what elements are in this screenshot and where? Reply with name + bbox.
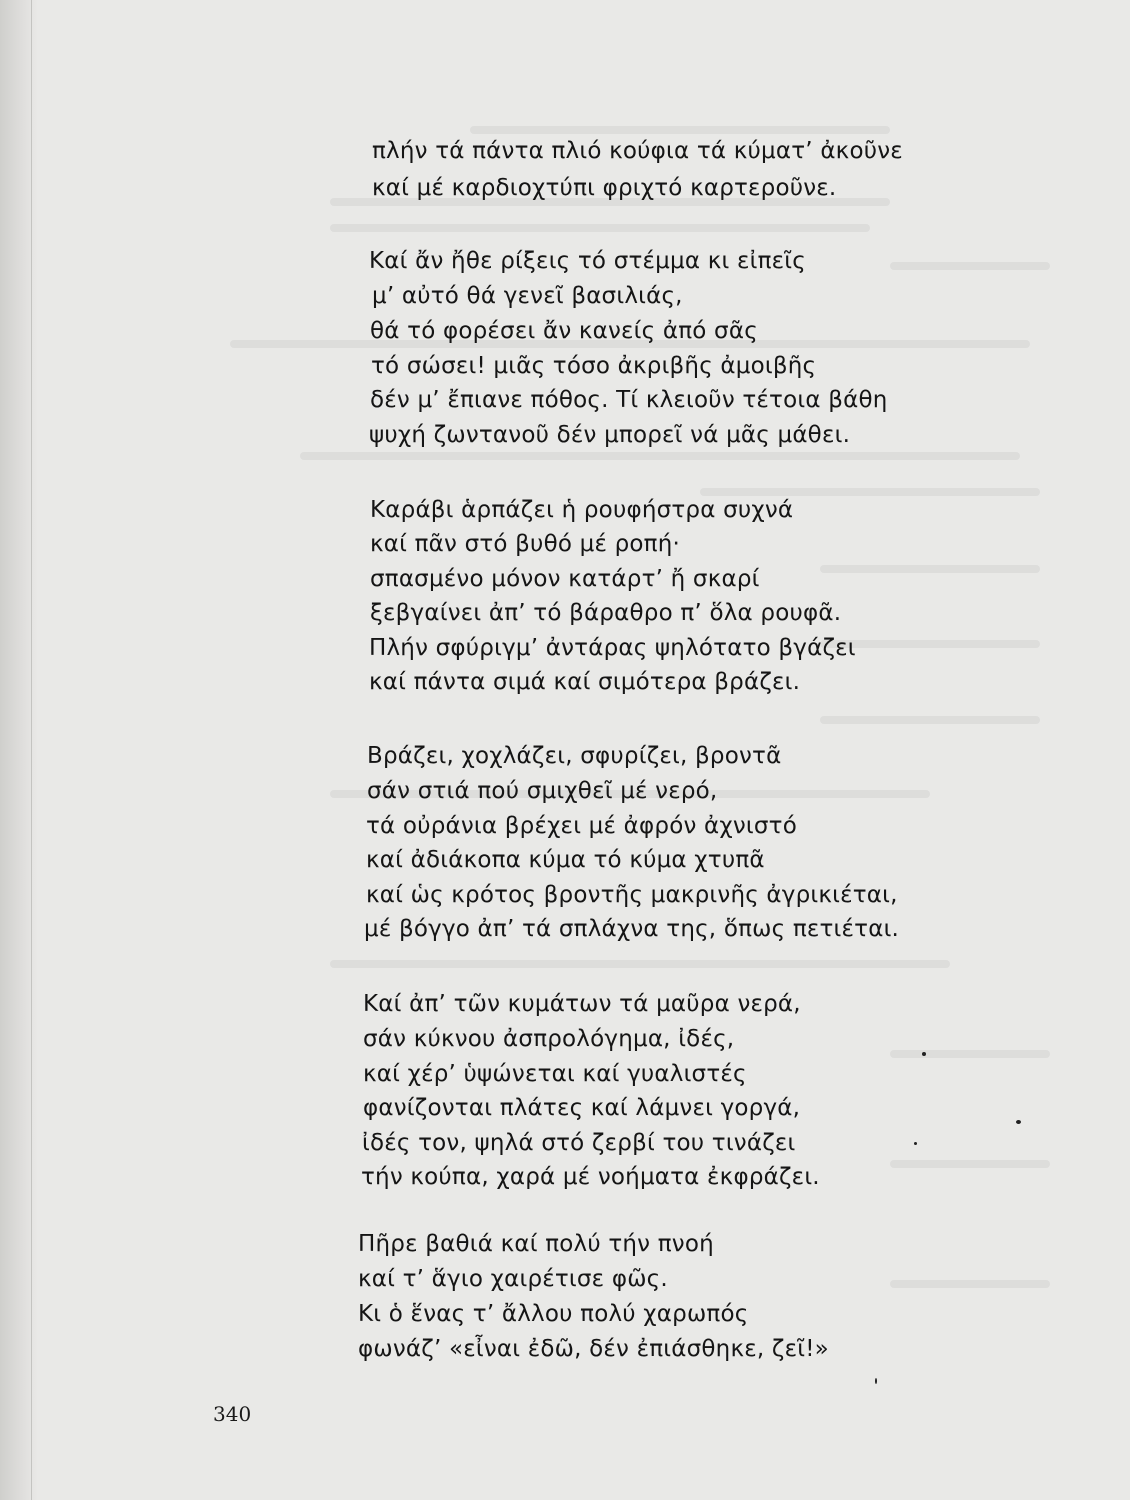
poem-line: ἰδές τον, ψηλά στό ζερβί του τινάζει [362, 1130, 796, 1156]
poem-line: τά οὐράνια βρέχει μέ ἀφρόν ἀχνιστό [366, 813, 797, 839]
ink-speck [1016, 1120, 1021, 1124]
ink-speck [875, 1378, 877, 1384]
poem-line: φωνάζ’ «εἶναι ἐδῶ, δέν ἐπιάσθηκε, ζεῖ!» [358, 1336, 829, 1362]
ink-speck [922, 1052, 926, 1056]
poem-line: σπασμένο μόνον κατάρτ’ ἤ σκαρί [370, 566, 760, 592]
poem-line: τήν κούπα, χαρά μέ νοήματα ἐκφράζει. [361, 1164, 820, 1190]
poem-line: καί τ’ ἅγιο χαιρέτισε φῶς. [358, 1266, 668, 1292]
poem-line: τό σώσει! μιᾶς τόσο ἀκριβῆς ἀμοιβῆς [371, 353, 817, 379]
poem-line: καί ἀδιάκοπα κύμα τό κύμα χτυπᾶ [366, 847, 765, 873]
poem-line: καί ὡς κρότος βροντῆς μακρινῆς ἀγρικιέται, [366, 882, 898, 908]
poem-line: Καί ἄν ἤθε ρίξεις τό στέμμα κι εἰπεῖς [369, 248, 806, 274]
poem-line: πλήν τά πάντα πλιό κούφια τά κύματ’ ἀκοῦνε [372, 138, 903, 164]
poem-line: καί πᾶν στό βυθό μέ ροπή· [370, 531, 681, 557]
poem-line: σάν στιά πού σμιχθεῖ μέ νερό, [367, 778, 718, 804]
poem-line: θά τό φορέσει ἄν κανείς ἀπό σᾶς [370, 318, 758, 344]
poem-line: καί χέρ’ ὑψώνεται καί γυαλιστές [363, 1061, 747, 1087]
page-number: 340 [213, 1402, 252, 1426]
poem-line: δέν μ’ ἔπιανε πόθος. Τί κλειοῦν τέτοια βάθη [370, 387, 888, 413]
poem-line: σάν κύκνου ἀσπρολόγημα, ἰδές, [363, 1026, 735, 1052]
poem-line: Βράζει, χοχλάζει, σφυρίζει, βροντᾶ [367, 743, 782, 769]
poem-line: Πῆρε βαθιά καί πολύ τήν πνοή [358, 1231, 714, 1257]
poem-line: καί μέ καρδιοχτύπι φριχτό καρτεροῦνε. [372, 175, 837, 201]
poem-line: Κι ὁ ἕνας τ’ ἄλλου πολύ χαρωπός [358, 1301, 749, 1327]
poem-line: ξεβγαίνει ἀπ’ τό βάραθρο π’ ὅλα ρουφᾶ. [370, 600, 842, 626]
poem-line: Καράβι ἁρπάζει ἡ ρουφήστρα συχνά [370, 497, 794, 523]
poem-line: ψυχή ζωντανοῦ δέν μπορεῖ νά μᾶς μάθει. [369, 422, 851, 448]
poem-line: Πλήν σφύριγμ’ ἀντάρας ψηλότατο βγάζει [369, 635, 856, 661]
poem-line: μ’ αὐτό θά γενεῖ βασιλιάς, [372, 283, 683, 309]
ink-speck [914, 1142, 917, 1145]
poem-line: μέ βόγγο ἀπ’ τά σπλάχνα της, ὅπως πετιέται. [364, 916, 900, 942]
poem-line: φανίζονται πλάτες καί λάμνει γοργά, [363, 1095, 801, 1121]
poem-line: Καί ἀπ’ τῶν κυμάτων τά μαῦρα νερά, [363, 991, 801, 1017]
poem-line: καί πάντα σιμά καί σιμότερα βράζει. [369, 669, 801, 695]
